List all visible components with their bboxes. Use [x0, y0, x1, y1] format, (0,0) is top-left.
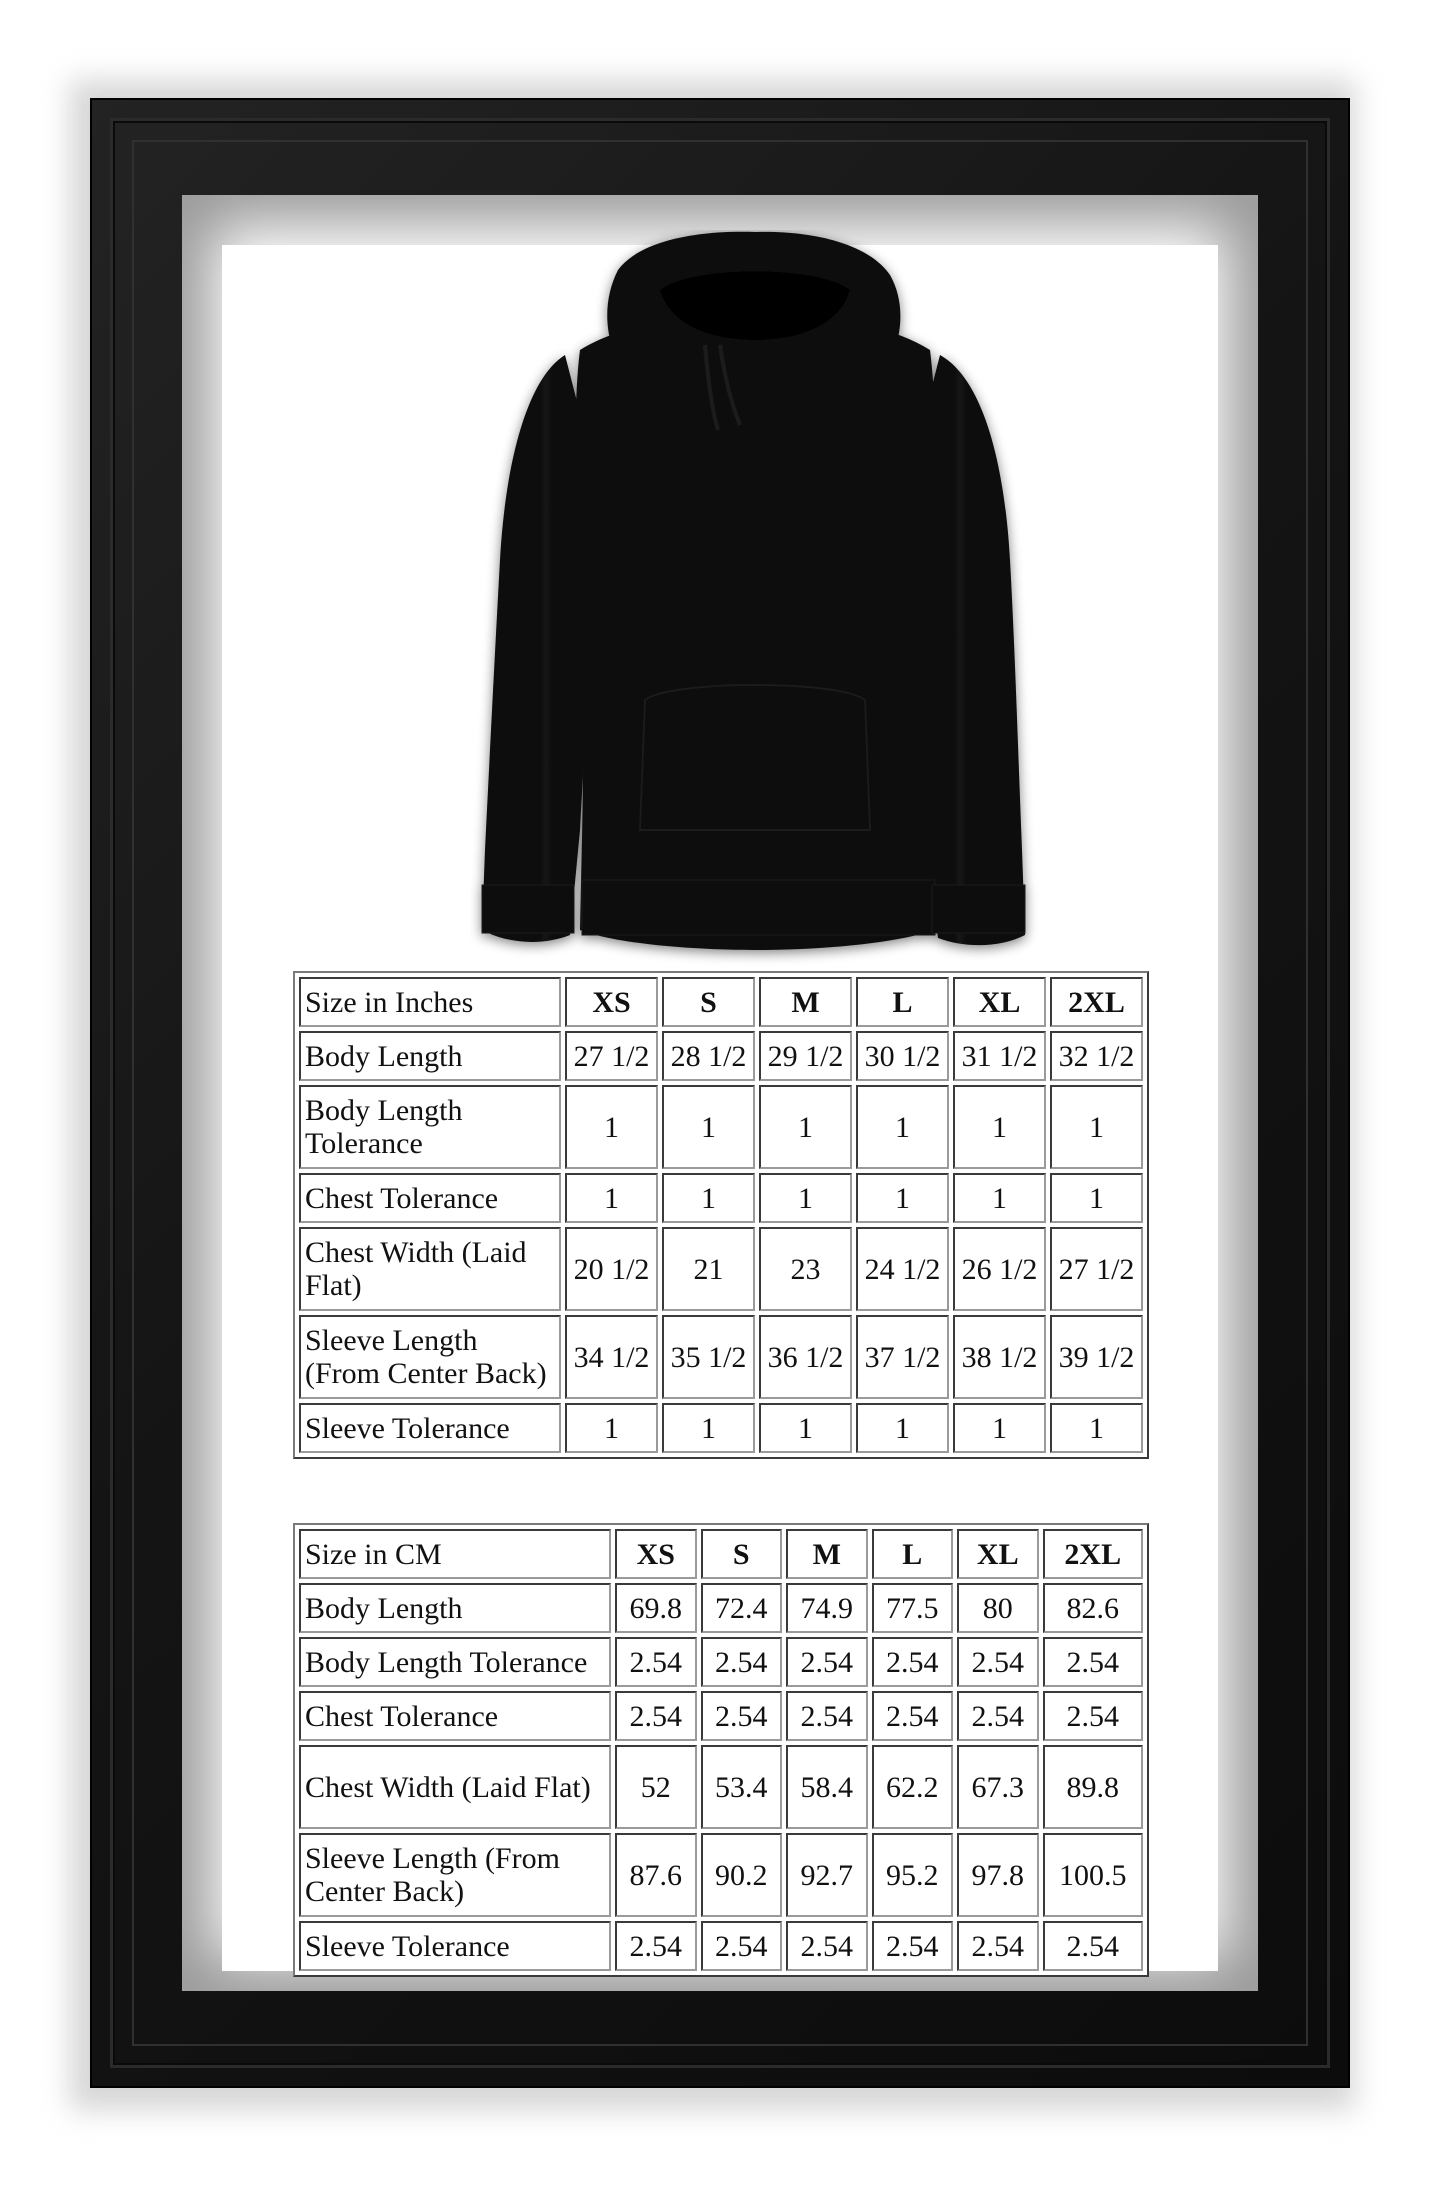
- table-row: [299, 1315, 1143, 1399]
- table-cell: 2.54: [872, 1691, 954, 1741]
- header-size-xl: XL: [953, 977, 1046, 1027]
- table-cell: 2.54: [957, 1691, 1039, 1741]
- table-cell: 31 1/2: [953, 1031, 1046, 1081]
- header-label: Size in CM: [299, 1529, 611, 1579]
- row-label: Body Length: [299, 1583, 611, 1633]
- header-size-l: L: [856, 977, 949, 1027]
- table-cell: 2.54: [957, 1637, 1039, 1687]
- header-size-l: L: [872, 1529, 954, 1579]
- header-size-xs: XS: [615, 1529, 697, 1579]
- header-size-2xl: 2XL: [1043, 1529, 1144, 1579]
- table-cell: 58.4: [786, 1745, 868, 1829]
- row-label: Chest Width (Laid Flat): [299, 1745, 611, 1829]
- header-size-s: S: [701, 1529, 783, 1579]
- table-cell: 1: [662, 1403, 755, 1453]
- table-cell: 80: [957, 1583, 1039, 1633]
- table-cell: 92.7: [786, 1833, 868, 1917]
- table-cell: 23: [759, 1227, 852, 1311]
- size-table-inches: [293, 971, 1149, 1459]
- table-cell: 20 1/2: [565, 1227, 658, 1311]
- table-cell: 87.6: [615, 1833, 697, 1917]
- table-cell: 69.8: [615, 1583, 697, 1633]
- header-label: Size in Inches: [299, 977, 561, 1027]
- table-cell: 2.54: [786, 1691, 868, 1741]
- table-row: [299, 1921, 1143, 1971]
- table-cell: 1: [856, 1085, 949, 1169]
- table-row: [299, 1637, 1143, 1687]
- table-cell: 34 1/2: [565, 1315, 658, 1399]
- header-size-xs: XS: [565, 977, 658, 1027]
- table-cell: 36 1/2: [759, 1315, 852, 1399]
- size-table-cm: [293, 1523, 1149, 1977]
- row-label: Body Length: [299, 1031, 561, 1081]
- table-cell: 28 1/2: [662, 1031, 755, 1081]
- table-cell: 95.2: [872, 1833, 954, 1917]
- row-label: Chest Tolerance: [299, 1691, 611, 1741]
- table-row: [299, 1085, 1143, 1169]
- table-cell: 27 1/2: [1050, 1227, 1143, 1311]
- table-cell: 2.54: [1043, 1691, 1144, 1741]
- table-cell: 2.54: [701, 1921, 783, 1971]
- table-row: [299, 1403, 1143, 1453]
- row-label: Sleeve Tolerance: [299, 1921, 611, 1971]
- table-cell: 1: [759, 1173, 852, 1223]
- table-cell: 2.54: [1043, 1637, 1144, 1687]
- table-cell: 1: [759, 1403, 852, 1453]
- table-cell: 1: [565, 1085, 658, 1169]
- table-cell: 74.9: [786, 1583, 868, 1633]
- header-size-s: S: [662, 977, 755, 1027]
- header-size-2xl: 2XL: [1050, 977, 1143, 1027]
- table-cell: 1: [565, 1403, 658, 1453]
- table-cell: 26 1/2: [953, 1227, 1046, 1311]
- table-cell: 39 1/2: [1050, 1315, 1143, 1399]
- table-cell: 21: [662, 1227, 755, 1311]
- table-cell: 1: [565, 1173, 658, 1223]
- table-cell: 1: [662, 1085, 755, 1169]
- table-cell: 1: [1050, 1085, 1143, 1169]
- table-row: [299, 1031, 1143, 1081]
- table-cell: 1: [662, 1173, 755, 1223]
- table-cell: 27 1/2: [565, 1031, 658, 1081]
- table-cell: 37 1/2: [856, 1315, 949, 1399]
- table-cell: 2.54: [957, 1921, 1039, 1971]
- table-cell: 32 1/2: [1050, 1031, 1143, 1081]
- row-label: Body Length Tolerance: [299, 1637, 611, 1687]
- table-cell: 89.8: [1043, 1745, 1144, 1829]
- table-header-row: [299, 977, 1143, 1027]
- header-size-m: M: [786, 1529, 868, 1579]
- table-cell: 2.54: [872, 1637, 954, 1687]
- table-cell: 1: [953, 1173, 1046, 1223]
- table-cell: 1: [856, 1403, 949, 1453]
- table-cell: 1: [1050, 1403, 1143, 1453]
- table-cell: 62.2: [872, 1745, 954, 1829]
- header-size-m: M: [759, 977, 852, 1027]
- header-size-xl: XL: [957, 1529, 1039, 1579]
- table-cell: 2.54: [786, 1637, 868, 1687]
- table-cell: 2.54: [872, 1921, 954, 1971]
- table-cell: 35 1/2: [662, 1315, 755, 1399]
- table-cell: 2.54: [1043, 1921, 1144, 1971]
- table-cell: 24 1/2: [856, 1227, 949, 1311]
- row-label: Sleeve Length (From Center Back): [299, 1315, 561, 1399]
- row-label: Chest Width (Laid Flat): [299, 1227, 561, 1311]
- hoodie-product-image: [470, 230, 1040, 970]
- table-cell: 38 1/2: [953, 1315, 1046, 1399]
- table-cell: 1: [1050, 1173, 1143, 1223]
- table-header-row: [299, 1529, 1143, 1579]
- table-cell: 2.54: [615, 1691, 697, 1741]
- table-row: [299, 1583, 1143, 1633]
- table-cell: 2.54: [701, 1637, 783, 1687]
- table-cell: 1: [759, 1085, 852, 1169]
- table-cell: 2.54: [615, 1921, 697, 1971]
- table-row: [299, 1227, 1143, 1311]
- table-cell: 52: [615, 1745, 697, 1829]
- table-cell: 97.8: [957, 1833, 1039, 1917]
- row-label: Chest Tolerance: [299, 1173, 561, 1223]
- table-cell: 100.5: [1043, 1833, 1144, 1917]
- table-row: [299, 1691, 1143, 1741]
- row-label: Body Length Tolerance: [299, 1085, 561, 1169]
- table-cell: 1: [856, 1173, 949, 1223]
- table-cell: 72.4: [701, 1583, 783, 1633]
- table-cell: 1: [953, 1403, 1046, 1453]
- table-row: [299, 1173, 1143, 1223]
- table-cell: 90.2: [701, 1833, 783, 1917]
- table-row: [299, 1833, 1143, 1917]
- row-label: Sleeve Tolerance: [299, 1403, 561, 1453]
- table-cell: 1: [953, 1085, 1046, 1169]
- row-label: Sleeve Length (From Center Back): [299, 1833, 611, 1917]
- table-cell: 2.54: [786, 1921, 868, 1971]
- table-cell: 53.4: [701, 1745, 783, 1829]
- table-cell: 29 1/2: [759, 1031, 852, 1081]
- table-cell: 82.6: [1043, 1583, 1144, 1633]
- table-cell: 2.54: [701, 1691, 783, 1741]
- table-cell: 30 1/2: [856, 1031, 949, 1081]
- table-cell: 77.5: [872, 1583, 954, 1633]
- table-row: [299, 1745, 1143, 1829]
- table-cell: 67.3: [957, 1745, 1039, 1829]
- table-cell: 2.54: [615, 1637, 697, 1687]
